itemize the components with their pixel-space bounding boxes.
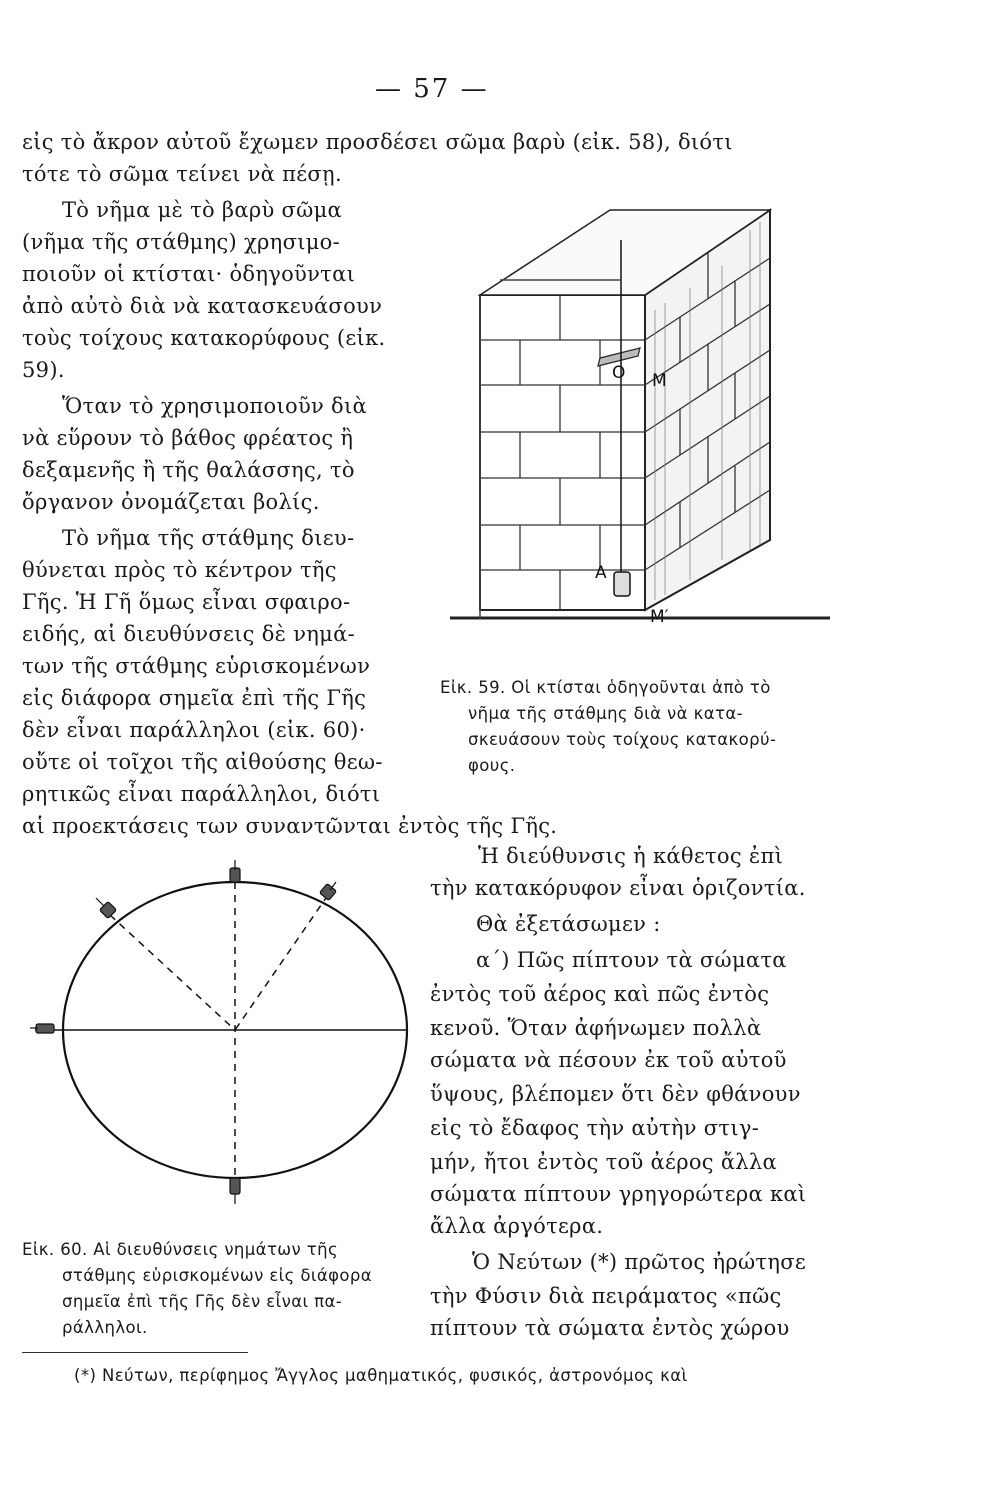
text-line: των τῆς στάθμης εὑρισκομένων xyxy=(22,654,371,678)
text-line: ἀπὸ αὐτὸ διὰ νὰ κατασκευάσουν xyxy=(22,294,383,318)
text-line: δὲν εἶναι παράλληλοι (εἰκ. 60)· xyxy=(22,718,366,742)
text-line: (νῆμα τῆς στάθμης) χρησιμο- xyxy=(22,230,341,254)
text-line: ἐντὸς τοῦ ἀέρος καὶ πῶς ἐντὸς xyxy=(430,982,770,1006)
text-line: Ἡ διεύθυνσις ἡ κάθετος ἐπὶ xyxy=(478,844,784,868)
text-line: θύνεται πρὸς τὸ κέντρον τῆς xyxy=(22,558,337,582)
label-M-prime: M′ xyxy=(650,607,669,627)
label-A: A xyxy=(595,563,607,583)
text-line: 59). xyxy=(22,358,65,382)
text-line: οὔτε οἱ τοῖχοι τῆς αἰθούσης θεω- xyxy=(22,750,383,774)
text-line: Γῆς. Ἡ Γῆ ὅμως εἶναι σφαιρο- xyxy=(22,590,351,614)
text-line: Θὰ ἐξετάσωμεν : xyxy=(476,912,661,936)
text-line: ειδής, αἱ διευθύνσεις δὲ νημά- xyxy=(22,622,355,646)
text-line: α΄) Πῶς πίπτουν τὰ σώματα xyxy=(476,948,787,972)
text-line: Τὸ νῆμα μὲ τὸ βαρὺ σῶμα xyxy=(62,198,343,222)
text-line: τὴν κατακόρυφον εἶναι ὁριζοντία. xyxy=(430,876,806,900)
figure-60-caption-line: σημεῖα ἐπὶ τῆς Γῆς δὲν εἶναι πα- xyxy=(62,1292,343,1311)
text-line: Τὸ νῆμα τῆς στάθμης διευ- xyxy=(62,526,355,550)
figure-59-caption-line: φους. xyxy=(468,756,516,775)
text-line: πίπτουν τὰ σώματα ἐντὸς χώρου xyxy=(430,1316,790,1340)
label-M: M xyxy=(652,371,667,391)
text-line: κενοῦ. Ὅταν ἀφήνωμεν πολλὰ xyxy=(430,1016,762,1040)
figure-59-caption-line: νῆμα τῆς στάθμης διὰ νὰ κατα- xyxy=(468,704,743,723)
footnote-text: (*) Νεύτων, περίφημος Ἄγγλος μαθηματικός, φυσικός, ἀστρονόμος καὶ xyxy=(74,1366,688,1385)
label-O: O xyxy=(612,363,626,383)
text-line: δεξαμενῆς ἢ τῆς θαλάσσης, τὸ xyxy=(22,458,355,482)
text-line: ἄλλα ἀργότερα. xyxy=(430,1214,604,1238)
figure-60-caption-line: στάθμης εὑρισκομένων εἰς διάφορα xyxy=(62,1266,373,1285)
page-number: — 57 — xyxy=(375,74,489,104)
text-line: τότε τὸ σῶμα τείνει νὰ πέσῃ. xyxy=(22,162,342,186)
figure-60-earth-diagram xyxy=(30,860,410,1205)
figure-60-caption-line: ράλληλοι. xyxy=(62,1318,148,1337)
text-line: εἰς τὸ ἄκρον αὐτοῦ ἔχωμεν προσδέσει σῶμα βαρὺ (εἰκ. 58), διότι xyxy=(22,130,733,154)
text-line: ρητικῶς εἶναι παράλληλοι, διότι xyxy=(22,782,381,806)
text-line: Ὅταν τὸ χρησιμοποιοῦν διὰ xyxy=(62,394,368,418)
figure-59-caption-line: σκευάσουν τοὺς τοίχους κατακορύ- xyxy=(468,730,777,749)
text-line: Ὁ Νεύτων (*) πρῶτος ἠρώτησε xyxy=(472,1250,807,1274)
text-line: ποιοῦν οἱ κτίσται· ὁδηγοῦνται xyxy=(22,262,356,286)
text-line: σώματα πίπτουν γρηγορώτερα καὶ xyxy=(430,1182,807,1206)
figure-59-wall-illustration xyxy=(440,200,835,640)
text-line: νὰ εὕρουν τὸ βάθος φρέατος ἢ xyxy=(22,426,354,450)
figure-59-caption-line: Εἰκ. 59. Οἱ κτίσται ὁδηγοῦνται ἀπὸ τὸ xyxy=(440,678,771,697)
text-line: αἱ προεκτάσεις των συναντῶνται ἐντὸς τῆς Γῆς. xyxy=(22,814,558,838)
text-line: ὕψους, βλέπομεν ὅτι δὲν φθάνουν xyxy=(430,1082,801,1106)
figure-60-caption-line: Εἰκ. 60. Αἱ διευθύνσεις νημάτων τῆς xyxy=(22,1240,339,1259)
text-line: ὄργανον ὀνομάζεται βολίς. xyxy=(22,490,320,514)
text-line: τὴν Φύσιν διὰ πειράματος «πῶς xyxy=(430,1284,782,1308)
footnote-rule xyxy=(22,1352,248,1353)
text-line: εἰς τὸ ἔδαφος τὴν αὐτὴν στιγ- xyxy=(430,1116,760,1140)
text-line: μήν, ἤτοι ἐντὸς τοῦ ἀέρος ἄλλα xyxy=(430,1150,777,1174)
text-line: τοὺς τοίχους κατακορύφους (εἰκ. xyxy=(22,326,386,350)
text-line: σώματα νὰ πέσουν ἐκ τοῦ αὐτοῦ xyxy=(430,1048,787,1072)
text-line: εἰς διάφορα σημεῖα ἐπὶ τῆς Γῆς xyxy=(22,686,367,710)
